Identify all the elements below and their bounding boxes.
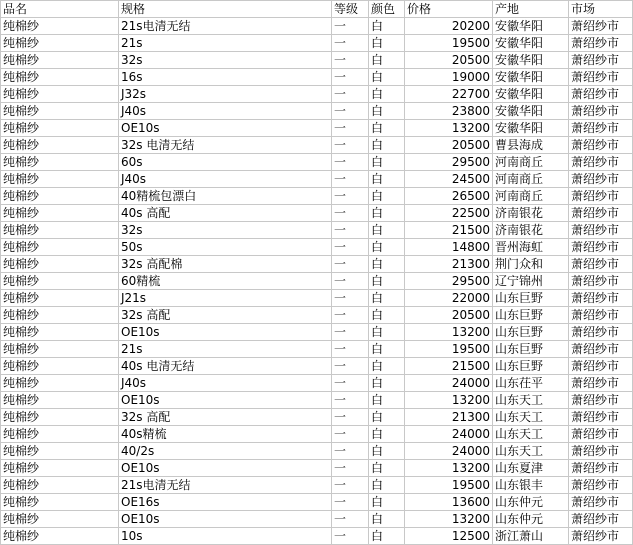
cell-color[interactable]: 白 — [369, 341, 405, 358]
cell-name[interactable]: 纯棉纱 — [1, 409, 119, 426]
cell-market[interactable]: 萧绍纱市 — [569, 35, 633, 52]
cell-spec[interactable]: 40s 高配 — [119, 205, 332, 222]
table-row — [1, 324, 633, 341]
cell-spec[interactable]: OE10s — [119, 120, 332, 137]
cell-color[interactable]: 白 — [369, 69, 405, 86]
cell-origin[interactable]: 山东巨野 — [493, 341, 569, 358]
cell-color[interactable]: 白 — [369, 35, 405, 52]
cell-market[interactable]: 萧绍纱市 — [569, 511, 633, 528]
cell-price[interactable]: 22000 — [405, 290, 493, 307]
cell-origin[interactable]: 安徽华阳 — [493, 69, 569, 86]
cell-color[interactable]: 白 — [369, 205, 405, 222]
cell-market[interactable]: 萧绍纱市 — [569, 273, 633, 290]
table-row — [1, 120, 633, 137]
cell-grade[interactable]: 一 — [332, 392, 369, 409]
cell-market[interactable]: 萧绍纱市 — [569, 188, 633, 205]
table-row — [1, 273, 633, 290]
cell-color[interactable]: 白 — [369, 154, 405, 171]
cell-market[interactable]: 萧绍纱市 — [569, 358, 633, 375]
table-row — [1, 528, 633, 545]
cell-price[interactable]: 19500 — [405, 477, 493, 494]
table-row — [1, 35, 633, 52]
cell-name[interactable]: 纯棉纱 — [1, 222, 119, 239]
cell-grade[interactable]: 一 — [332, 324, 369, 341]
table-row — [1, 409, 633, 426]
cell-origin[interactable]: 山东天工 — [493, 409, 569, 426]
cell-origin[interactable]: 山东巨野 — [493, 358, 569, 375]
cell-color[interactable]: 白 — [369, 188, 405, 205]
header-spec[interactable]: 规格 — [119, 1, 332, 18]
cell-name[interactable]: 纯棉纱 — [1, 443, 119, 460]
cell-spec[interactable]: J21s — [119, 290, 332, 307]
cell-price[interactable]: 13200 — [405, 511, 493, 528]
cell-spec[interactable]: 16s — [119, 69, 332, 86]
cell-name[interactable]: 纯棉纱 — [1, 358, 119, 375]
cell-price[interactable]: 21500 — [405, 358, 493, 375]
cell-price[interactable]: 24000 — [405, 375, 493, 392]
cell-name[interactable]: 纯棉纱 — [1, 103, 119, 120]
cell-market[interactable]: 萧绍纱市 — [569, 494, 633, 511]
cell-spec[interactable]: 32s 高配 — [119, 409, 332, 426]
cell-name[interactable]: 纯棉纱 — [1, 35, 119, 52]
cell-name[interactable]: 纯棉纱 — [1, 307, 119, 324]
cell-color[interactable]: 白 — [369, 392, 405, 409]
cell-color[interactable]: 白 — [369, 120, 405, 137]
cell-grade[interactable]: 一 — [332, 290, 369, 307]
cell-price[interactable]: 13200 — [405, 392, 493, 409]
table-row — [1, 86, 633, 103]
cell-spec[interactable]: 50s — [119, 239, 332, 256]
cell-spec[interactable]: OE10s — [119, 460, 332, 477]
cell-spec[interactable]: 40/2s — [119, 443, 332, 460]
cell-color[interactable]: 白 — [369, 375, 405, 392]
cell-price[interactable]: 24000 — [405, 426, 493, 443]
cell-market[interactable]: 萧绍纱市 — [569, 120, 633, 137]
cell-grade[interactable]: 一 — [332, 256, 369, 273]
table-row — [1, 256, 633, 273]
cell-market[interactable]: 萧绍纱市 — [569, 290, 633, 307]
cell-origin[interactable]: 安徽华阳 — [493, 86, 569, 103]
cell-spec[interactable]: 40精梳包漂白 — [119, 188, 332, 205]
cell-origin[interactable]: 荆门众和 — [493, 256, 569, 273]
cell-name[interactable]: 纯棉纱 — [1, 511, 119, 528]
cell-market[interactable]: 萧绍纱市 — [569, 154, 633, 171]
cell-market[interactable]: 萧绍纱市 — [569, 324, 633, 341]
cell-color[interactable]: 白 — [369, 477, 405, 494]
table-row — [1, 375, 633, 392]
cell-grade[interactable]: 一 — [332, 273, 369, 290]
cell-color[interactable]: 白 — [369, 137, 405, 154]
table-row — [1, 18, 633, 35]
cell-market[interactable]: 萧绍纱市 — [569, 443, 633, 460]
cell-color[interactable]: 白 — [369, 358, 405, 375]
cell-origin[interactable]: 曹县海成 — [493, 137, 569, 154]
cell-market[interactable]: 萧绍纱市 — [569, 460, 633, 477]
cell-market[interactable]: 萧绍纱市 — [569, 86, 633, 103]
cell-grade[interactable]: 一 — [332, 205, 369, 222]
cell-spec[interactable]: 21s电清无结 — [119, 477, 332, 494]
cell-spec[interactable]: 21s — [119, 341, 332, 358]
cell-color[interactable]: 白 — [369, 256, 405, 273]
cell-spec[interactable]: 32s 高配棉 — [119, 256, 332, 273]
cell-spec[interactable]: J32s — [119, 86, 332, 103]
cell-origin[interactable]: 河南商丘 — [493, 154, 569, 171]
table-row — [1, 69, 633, 86]
cell-origin[interactable]: 安徽华阳 — [493, 52, 569, 69]
cell-grade[interactable]: 一 — [332, 18, 369, 35]
cell-market[interactable]: 萧绍纱市 — [569, 205, 633, 222]
cell-price[interactable]: 13600 — [405, 494, 493, 511]
cell-grade[interactable]: 一 — [332, 222, 369, 239]
cell-spec[interactable]: J40s — [119, 375, 332, 392]
cell-name[interactable]: 纯棉纱 — [1, 171, 119, 188]
cell-spec[interactable]: 21s电清无结 — [119, 18, 332, 35]
cell-spec[interactable]: J40s — [119, 171, 332, 188]
cell-origin[interactable]: 安徽华阳 — [493, 18, 569, 35]
cell-spec[interactable]: OE10s — [119, 324, 332, 341]
cell-name[interactable]: 纯棉纱 — [1, 426, 119, 443]
cell-market[interactable]: 萧绍纱市 — [569, 341, 633, 358]
cell-price[interactable]: 19000 — [405, 69, 493, 86]
cell-grade[interactable]: 一 — [332, 86, 369, 103]
table-row — [1, 477, 633, 494]
cell-origin[interactable]: 山东天工 — [493, 426, 569, 443]
table-row — [1, 205, 633, 222]
cell-color[interactable]: 白 — [369, 511, 405, 528]
cell-grade[interactable]: 一 — [332, 69, 369, 86]
cell-spec[interactable]: 32s 高配 — [119, 307, 332, 324]
cell-origin[interactable]: 浙江萧山 — [493, 528, 569, 545]
table-row — [1, 494, 633, 511]
cell-spec[interactable]: 60精梳 — [119, 273, 332, 290]
cell-name[interactable]: 纯棉纱 — [1, 375, 119, 392]
cell-price[interactable]: 26500 — [405, 188, 493, 205]
cell-grade[interactable]: 一 — [332, 52, 369, 69]
cell-market[interactable]: 萧绍纱市 — [569, 222, 633, 239]
table-row — [1, 426, 633, 443]
cell-price[interactable]: 20500 — [405, 307, 493, 324]
cell-origin[interactable]: 河南商丘 — [493, 171, 569, 188]
cell-grade[interactable]: 一 — [332, 528, 369, 545]
cell-name[interactable]: 纯棉纱 — [1, 18, 119, 35]
cell-market[interactable]: 萧绍纱市 — [569, 375, 633, 392]
cell-grade[interactable]: 一 — [332, 137, 369, 154]
cell-name[interactable]: 纯棉纱 — [1, 188, 119, 205]
cell-origin[interactable]: 济南银花 — [493, 205, 569, 222]
cell-grade[interactable]: 一 — [332, 375, 369, 392]
cell-name[interactable]: 纯棉纱 — [1, 477, 119, 494]
table-row — [1, 307, 633, 324]
cell-market[interactable]: 萧绍纱市 — [569, 103, 633, 120]
table-body — [1, 18, 633, 545]
table-row — [1, 239, 633, 256]
cell-price[interactable]: 20500 — [405, 52, 493, 69]
cell-grade[interactable]: 一 — [332, 426, 369, 443]
cell-color[interactable]: 白 — [369, 443, 405, 460]
cell-market[interactable]: 萧绍纱市 — [569, 477, 633, 494]
cell-name[interactable]: 纯棉纱 — [1, 69, 119, 86]
cell-grade[interactable]: 一 — [332, 358, 369, 375]
cell-spec[interactable]: 21s — [119, 35, 332, 52]
cell-color[interactable]: 白 — [369, 409, 405, 426]
table-row — [1, 358, 633, 375]
cell-origin[interactable]: 山东巨野 — [493, 324, 569, 341]
cell-market[interactable]: 萧绍纱市 — [569, 392, 633, 409]
cell-grade[interactable]: 一 — [332, 35, 369, 52]
cell-grade[interactable]: 一 — [332, 460, 369, 477]
cell-market[interactable]: 萧绍纱市 — [569, 256, 633, 273]
cell-origin[interactable]: 山东银丰 — [493, 477, 569, 494]
cell-grade[interactable]: 一 — [332, 341, 369, 358]
cell-origin[interactable]: 山东夏津 — [493, 460, 569, 477]
cell-name[interactable]: 纯棉纱 — [1, 239, 119, 256]
cell-price[interactable]: 14800 — [405, 239, 493, 256]
cell-grade[interactable]: 一 — [332, 409, 369, 426]
cell-price[interactable]: 13200 — [405, 120, 493, 137]
cell-spec[interactable]: 32s — [119, 52, 332, 69]
cell-spec[interactable]: J40s — [119, 103, 332, 120]
cell-grade[interactable]: 一 — [332, 154, 369, 171]
cell-color[interactable]: 白 — [369, 86, 405, 103]
cell-name[interactable]: 纯棉纱 — [1, 154, 119, 171]
cell-name[interactable]: 纯棉纱 — [1, 528, 119, 545]
table-row — [1, 341, 633, 358]
cell-market[interactable]: 萧绍纱市 — [569, 52, 633, 69]
cell-name[interactable]: 纯棉纱 — [1, 86, 119, 103]
cell-price[interactable]: 24500 — [405, 171, 493, 188]
cell-origin[interactable]: 济南银花 — [493, 222, 569, 239]
cell-color[interactable]: 白 — [369, 426, 405, 443]
cell-price[interactable]: 29500 — [405, 273, 493, 290]
cell-color[interactable]: 白 — [369, 103, 405, 120]
cell-price[interactable]: 13200 — [405, 460, 493, 477]
cell-grade[interactable]: 一 — [332, 171, 369, 188]
cell-color[interactable]: 白 — [369, 528, 405, 545]
table-row — [1, 137, 633, 154]
table-row — [1, 511, 633, 528]
cell-origin[interactable]: 山东茌平 — [493, 375, 569, 392]
table-row — [1, 460, 633, 477]
cell-origin[interactable]: 山东巨野 — [493, 307, 569, 324]
cell-market[interactable]: 萧绍纱市 — [569, 171, 633, 188]
cell-price[interactable]: 21300 — [405, 256, 493, 273]
cell-origin[interactable]: 安徽华阳 — [493, 120, 569, 137]
table-row — [1, 290, 633, 307]
table-row — [1, 188, 633, 205]
cell-name[interactable]: 纯棉纱 — [1, 290, 119, 307]
cell-price[interactable]: 22500 — [405, 205, 493, 222]
cell-origin[interactable]: 山东天工 — [493, 443, 569, 460]
cell-spec[interactable]: OE16s — [119, 494, 332, 511]
cell-price[interactable]: 23800 — [405, 103, 493, 120]
cell-price[interactable]: 19500 — [405, 341, 493, 358]
cell-origin[interactable]: 山东仲元 — [493, 494, 569, 511]
cell-spec[interactable]: 32s 电清无结 — [119, 137, 332, 154]
cell-color[interactable]: 白 — [369, 18, 405, 35]
cell-name[interactable]: 纯棉纱 — [1, 341, 119, 358]
table-row — [1, 52, 633, 69]
cell-color[interactable]: 白 — [369, 494, 405, 511]
cell-spec[interactable]: 60s — [119, 154, 332, 171]
cell-market[interactable]: 萧绍纱市 — [569, 18, 633, 35]
cell-grade[interactable]: 一 — [332, 120, 369, 137]
cell-spec[interactable]: OE10s — [119, 511, 332, 528]
cell-name[interactable]: 纯棉纱 — [1, 120, 119, 137]
header-grade[interactable]: 等级 — [332, 1, 369, 18]
cell-price[interactable]: 19500 — [405, 35, 493, 52]
table-row — [1, 443, 633, 460]
cell-name[interactable]: 纯棉纱 — [1, 324, 119, 341]
cell-price[interactable]: 20200 — [405, 18, 493, 35]
cell-price[interactable]: 21500 — [405, 222, 493, 239]
cell-color[interactable]: 白 — [369, 460, 405, 477]
cell-color[interactable]: 白 — [369, 290, 405, 307]
cell-price[interactable]: 22700 — [405, 86, 493, 103]
table-row — [1, 103, 633, 120]
table-row — [1, 392, 633, 409]
header-price[interactable]: 价格 — [405, 1, 493, 18]
cell-grade[interactable]: 一 — [332, 477, 369, 494]
cell-price[interactable]: 12500 — [405, 528, 493, 545]
cell-origin[interactable]: 辽宁锦州 — [493, 273, 569, 290]
table-row — [1, 171, 633, 188]
cell-color[interactable]: 白 — [369, 307, 405, 324]
cell-origin[interactable]: 山东巨野 — [493, 290, 569, 307]
header-name[interactable]: 品名 — [1, 1, 119, 18]
cell-origin[interactable]: 山东仲元 — [493, 511, 569, 528]
cell-market[interactable]: 萧绍纱市 — [569, 528, 633, 545]
cell-spec[interactable]: 40s精梳 — [119, 426, 332, 443]
cell-name[interactable]: 纯棉纱 — [1, 205, 119, 222]
cell-price[interactable]: 21300 — [405, 409, 493, 426]
table-row — [1, 154, 633, 171]
cell-price[interactable]: 29500 — [405, 154, 493, 171]
table-row — [1, 222, 633, 239]
cell-spec[interactable]: 10s — [119, 528, 332, 545]
cell-grade[interactable]: 一 — [332, 239, 369, 256]
cell-origin[interactable]: 山东天工 — [493, 392, 569, 409]
cell-color[interactable]: 白 — [369, 222, 405, 239]
cell-market[interactable]: 萧绍纱市 — [569, 69, 633, 86]
cell-spec[interactable]: 40s 电清无结 — [119, 358, 332, 375]
cell-grade[interactable]: 一 — [332, 443, 369, 460]
cell-color[interactable]: 白 — [369, 171, 405, 188]
cell-market[interactable]: 萧绍纱市 — [569, 137, 633, 154]
cell-name[interactable]: 纯棉纱 — [1, 494, 119, 511]
cell-origin[interactable]: 晋州海虹 — [493, 239, 569, 256]
cell-market[interactable]: 萧绍纱市 — [569, 426, 633, 443]
header-market[interactable]: 市场 — [569, 1, 633, 18]
cell-name[interactable]: 纯棉纱 — [1, 52, 119, 69]
header-origin[interactable]: 产地 — [493, 1, 569, 18]
header-row — [1, 1, 633, 18]
cell-grade[interactable]: 一 — [332, 188, 369, 205]
cell-market[interactable]: 萧绍纱市 — [569, 239, 633, 256]
cell-name[interactable]: 纯棉纱 — [1, 273, 119, 290]
cell-name[interactable]: 纯棉纱 — [1, 256, 119, 273]
cell-grade[interactable]: 一 — [332, 103, 369, 120]
cell-origin[interactable]: 河南商丘 — [493, 188, 569, 205]
cell-spec[interactable]: 32s — [119, 222, 332, 239]
cell-spec[interactable]: OE10s — [119, 392, 332, 409]
cell-color[interactable]: 白 — [369, 239, 405, 256]
cell-market[interactable]: 萧绍纱市 — [569, 307, 633, 324]
cell-market[interactable]: 萧绍纱市 — [569, 409, 633, 426]
cell-grade[interactable]: 一 — [332, 511, 369, 528]
cell-grade[interactable]: 一 — [332, 307, 369, 324]
cell-origin[interactable]: 安徽华阳 — [493, 35, 569, 52]
cell-color[interactable]: 白 — [369, 324, 405, 341]
cell-price[interactable]: 20500 — [405, 137, 493, 154]
cell-name[interactable]: 纯棉纱 — [1, 392, 119, 409]
cell-grade[interactable]: 一 — [332, 494, 369, 511]
cell-color[interactable]: 白 — [369, 273, 405, 290]
cell-price[interactable]: 13200 — [405, 324, 493, 341]
header-color[interactable]: 颜色 — [369, 1, 405, 18]
cell-name[interactable]: 纯棉纱 — [1, 460, 119, 477]
cell-price[interactable]: 24000 — [405, 443, 493, 460]
cell-color[interactable]: 白 — [369, 52, 405, 69]
cell-name[interactable]: 纯棉纱 — [1, 137, 119, 154]
cell-origin[interactable]: 安徽华阳 — [493, 103, 569, 120]
